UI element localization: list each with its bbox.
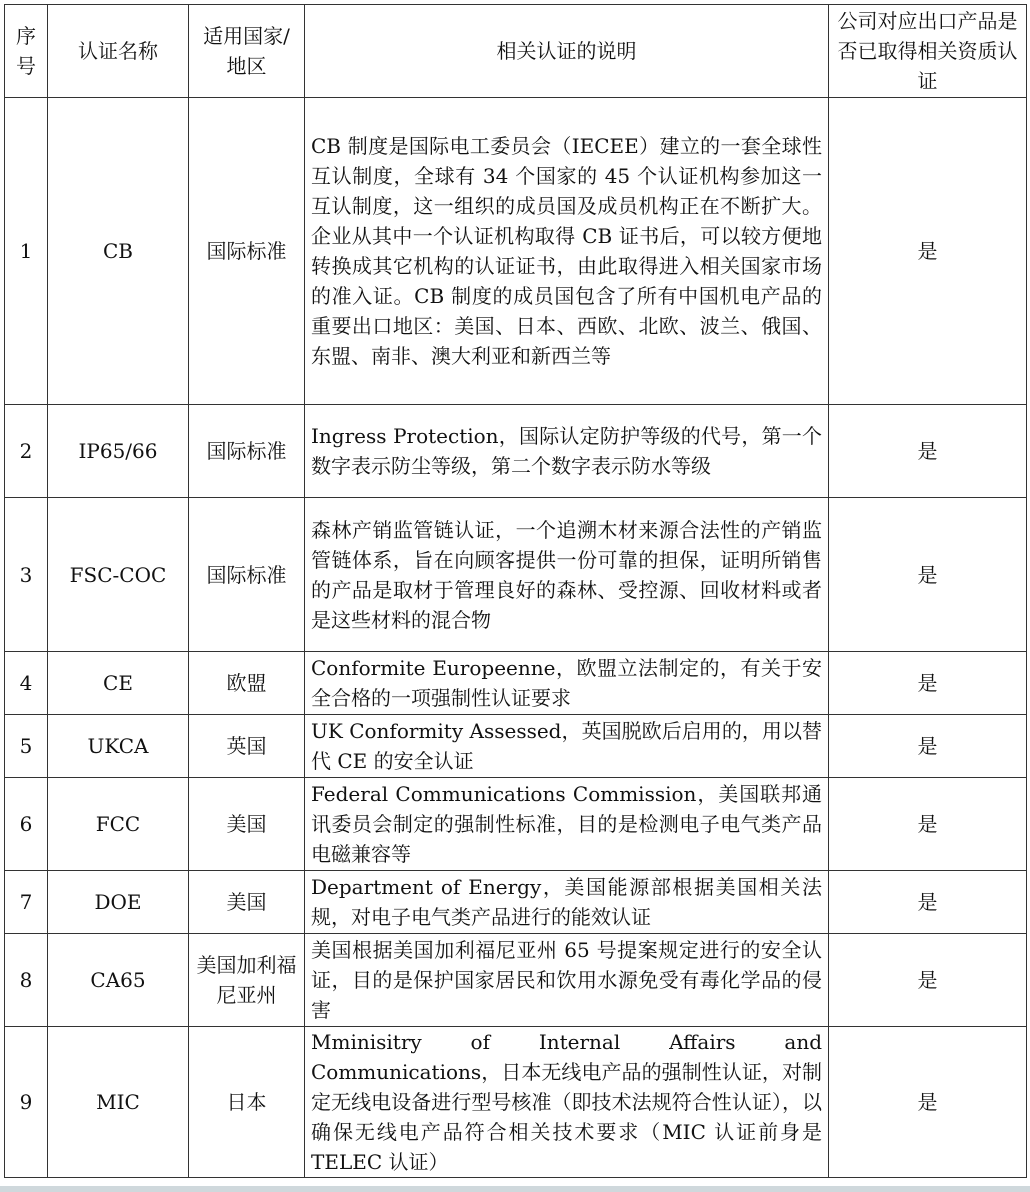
cell-desc: 森林产销监管链认证，一个追溯木材来源合法性的产销监管链体系，旨在向顾客提供一份可靠的担保，证明所销售的产品是取材于管理良好的森林、受控源、回收材料或者是这些材料的混合物 — [305, 498, 829, 652]
table-row — [5, 405, 1027, 498]
cell-no: 3 — [5, 498, 48, 652]
cell-status: 是 — [829, 715, 1027, 778]
cell-region: 国际标准 — [189, 405, 305, 498]
header-desc: 相关认证的说明 — [305, 5, 829, 98]
table-row — [5, 498, 1027, 652]
cell-desc: Federal Communications Commission，美国联邦通讯委员会制定的强制性标准，目的是检测电子电气类产品电磁兼容等 — [305, 778, 829, 871]
cell-region: 英国 — [189, 715, 305, 778]
cell-desc: Department of Energy，美国能源部根据美国相关法规，对电子电气类产品进行的能效认证 — [305, 871, 829, 934]
bottom-border-band — [0, 1186, 1030, 1192]
cell-region: 国际标准 — [189, 98, 305, 405]
table-row — [5, 871, 1027, 934]
certification-table — [4, 4, 1027, 1178]
table-row — [5, 715, 1027, 778]
cell-no: 6 — [5, 778, 48, 871]
cell-region: 美国加利福尼亚州 — [189, 934, 305, 1027]
cell-region: 美国 — [189, 871, 305, 934]
table-row — [5, 1027, 1027, 1178]
cell-no: 5 — [5, 715, 48, 778]
cell-desc: 美国根据美国加利福尼亚州 65 号提案规定进行的安全认证，目的是保护国家居民和饮用水源免受有毒化学品的侵害 — [305, 934, 829, 1027]
table-row — [5, 778, 1027, 871]
cell-no: 2 — [5, 405, 48, 498]
table-row — [5, 98, 1027, 405]
cell-desc: Mminisitry of Internal Affairs and Communications，日本无线电产品的强制性认证，对制定无线电设备进行型号核准（即技术法规符合性认证），以确保无线电产品符合相关技术要求（MIC 认证前身是 TELEC 认证） — [305, 1027, 829, 1178]
cell-status: 是 — [829, 498, 1027, 652]
cell-name: CB — [48, 98, 189, 405]
table-row — [5, 934, 1027, 1027]
cell-no: 7 — [5, 871, 48, 934]
cell-region: 日本 — [189, 1027, 305, 1178]
cell-status: 是 — [829, 652, 1027, 715]
cell-name: CA65 — [48, 934, 189, 1027]
header-status: 公司对应出口产品是否已取得相关资质认证 — [829, 5, 1027, 98]
cell-desc: Ingress Protection，国际认定防护等级的代号，第一个数字表示防尘等级，第二个数字表示防水等级 — [305, 405, 829, 498]
cell-status: 是 — [829, 98, 1027, 405]
cell-region: 美国 — [189, 778, 305, 871]
cell-status: 是 — [829, 1027, 1027, 1178]
cell-status: 是 — [829, 871, 1027, 934]
cell-name: FCC — [48, 778, 189, 871]
cell-no: 4 — [5, 652, 48, 715]
cell-name: UKCA — [48, 715, 189, 778]
cell-status: 是 — [829, 934, 1027, 1027]
cell-status: 是 — [829, 405, 1027, 498]
cell-no: 9 — [5, 1027, 48, 1178]
cell-name: IP65/66 — [48, 405, 189, 498]
cell-name: FSC-COC — [48, 498, 189, 652]
cell-name: MIC — [48, 1027, 189, 1178]
cell-name: CE — [48, 652, 189, 715]
cell-name: DOE — [48, 871, 189, 934]
cell-no: 1 — [5, 98, 48, 405]
cell-desc: CB 制度是国际电工委员会（IECEE）建立的一套全球性互认制度，全球有 34 个国家的 45 个认证机构参加这一互认制度，这一组织的成员国及成员机构正在不断扩大。企业从其中一个认证机构取得 CB 证书后，可以较方便地转换成其它机构的认证证书，由此取得进入相关国家市场的准入证。CB 制度的成员国包含了所有中国机电产品的重要出口地区：美国、日本、西欧、北欧、波兰、俄国、东盟、南非、澳大利亚和新西兰等 — [305, 98, 829, 405]
header-no: 序号 — [5, 5, 48, 98]
cell-no: 8 — [5, 934, 48, 1027]
header-region: 适用国家/地区 — [189, 5, 305, 98]
cell-status: 是 — [829, 778, 1027, 871]
cell-region: 欧盟 — [189, 652, 305, 715]
table-header-row — [5, 5, 1027, 98]
cell-region: 国际标准 — [189, 498, 305, 652]
header-name: 认证名称 — [48, 5, 189, 98]
table-row — [5, 652, 1027, 715]
cell-desc: UK Conformity Assessed，英国脱欧后启用的，用以替代 CE 的安全认证 — [305, 715, 829, 778]
cell-desc: Conformite Europeenne，欧盟立法制定的，有关于安全合格的一项强制性认证要求 — [305, 652, 829, 715]
